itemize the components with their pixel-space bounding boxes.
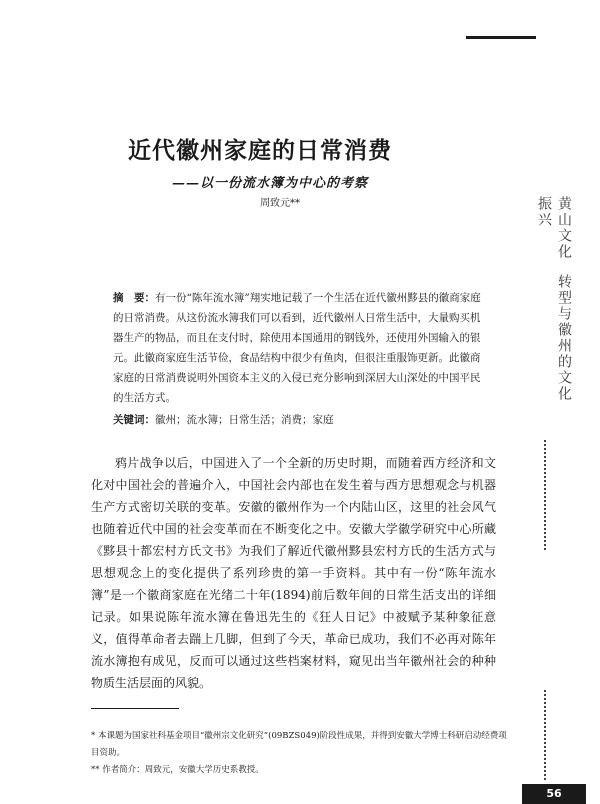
page-number: 56: [522, 784, 586, 804]
side-column-title: 转型与徽州的文化振兴: [536, 196, 572, 402]
footnote-2: ** 作者简介：周致元，安徽大学历史系教授。: [91, 765, 264, 775]
keywords-text: 徽州；流水簿；日常生活；消费；家庭: [155, 414, 334, 426]
top-rule: [466, 36, 536, 39]
margin-dotted-line: [544, 440, 546, 550]
footnote-1: * 本课题为国家社科基金项目“徽州宗文化研究”(09BZS049)阶段性成果，并得到安徽大学博士科研启动经费项目资助。: [91, 731, 507, 758]
keywords: [113, 410, 485, 430]
body-paragraph: 鸦片战争以后，中国进入了一个全新的历史时期，而随着西方经济和文化对中国社会的普遍介入，中国社会内部也在发生着与西方思想观念与机器生产方式密切关联的变革。安徽的徽州作为一个内陆山区，这里的社会风气也随着近代中国的社会变革而在不断变化之中。安徽大学徽学研究中心所藏《黟县十都宏村方氏文书》为我们了解近代徽州黟县宏村方氏的生活方式与思想观念上的变化提供了系列珍贵的第一手资料。其中有一份“陈年流水簿”是一个徽商家庭在光绪二十年(1894)前后数年间的日常生活支出的详细记录。如果说陈年流水簿在鲁迅先生的《狂人日记》中被赋予某种象征意义，值得革命者去踹上几脚，但到了今天，革命已成功，我们不必再对陈年流水簿抱有成见，反而可以通过这些档案材料，窥见出当年徽州社会的种种物质生活层面的风貌。: [91, 456, 496, 690]
keywords-label: 关键词：: [113, 414, 155, 426]
margin-dotted-line: [544, 690, 546, 780]
article-title: 近代徽州家庭的日常消费: [128, 137, 392, 164]
article-author: 周致元**: [260, 198, 300, 209]
side-column-header: [520, 196, 574, 416]
footnotes: [91, 728, 511, 779]
abstract-label: 摘 要：: [113, 292, 155, 304]
abstract: [113, 288, 485, 408]
abstract-text: 有一份“陈年流水簿”翔实地记载了一个生活在近代徽州黟县的徽商家庭的日常消费。从这份流水簿我们可以看到，近代徽州人日常生活中，大量购买机器生产的物品，而且在支付时，除使用本国通用的钢钱外，还使用外国输入的银元。此徽商家庭生活节俭，食品结构中很少有鱼肉，但很注重服饰更新。此徽商家庭的日常消费说明外国资本主义的入侵已充分影响到深居大山深处的中国平民的生活方式。: [113, 292, 481, 404]
article-subtitle: ——以一份流水簿为中心的考察: [171, 176, 368, 191]
footnote-rule: [91, 708, 179, 709]
side-section-name: 黄山文化: [556, 196, 572, 260]
